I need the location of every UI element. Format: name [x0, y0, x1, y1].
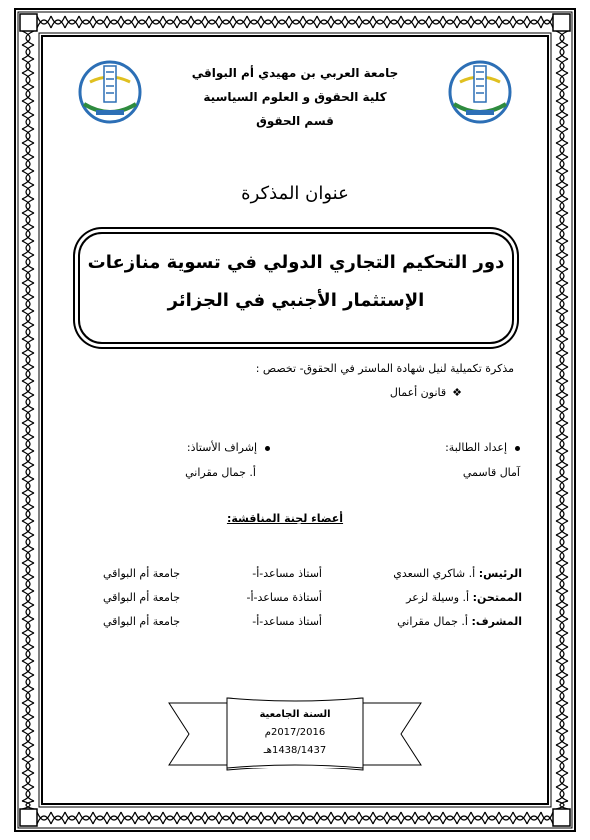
- prepared-by-label-row: [330, 441, 520, 454]
- thesis-title-line-2: الإستثمار الأجنبي في الجزائر: [167, 290, 425, 311]
- thesis-title-line-1: دور التحكيم التجاري الدولي في تسوية منازعات: [87, 252, 505, 273]
- bullet-icon: [265, 446, 270, 451]
- committee-member-name: أ. شاكري السعدي: [393, 567, 476, 580]
- faculty-name: كلية الحقوق و العلوم السياسية: [203, 90, 387, 104]
- supervised-by-label: إشراف الأستاذ:: [186, 441, 257, 454]
- academic-year-gregorian: 2017/2016م: [264, 727, 326, 738]
- committee-university: جامعة أم البواقي: [103, 615, 180, 628]
- committee-member-name: أ. جمال مقراني: [397, 615, 468, 628]
- academic-year-label: السنة الجامعية: [259, 709, 331, 720]
- university-name: جامعة العربي بن مهيدي أم البواقي: [191, 66, 399, 80]
- university-logo-left: [70, 52, 150, 132]
- committee-university: جامعة أم البواقي: [103, 591, 180, 604]
- title-box: [78, 232, 514, 344]
- prepared-by-label: إعداد الطالبة:: [445, 441, 507, 454]
- committee-rank: أستاذ مساعد-أ-: [252, 567, 322, 580]
- degree-statement: مذكرة تكميلية لنيل شهادة الماستر في الحقوق- تخصص :: [255, 362, 514, 375]
- committee-title: أعضاء لجنة المناقشة:: [226, 512, 344, 525]
- bullet-icon: [515, 446, 520, 451]
- specialty: قانون أعمال: [389, 386, 447, 399]
- supervised-by-label-row: [90, 441, 270, 454]
- supervisor-name: أ. جمال مقراني: [185, 466, 256, 479]
- committee-university: جامعة أم البواقي: [103, 567, 180, 580]
- committee-role: الرئيس:: [478, 567, 522, 580]
- department-name: قسم الحقوق: [256, 114, 334, 128]
- academic-year-hijri: 1438/1437هـ: [263, 745, 327, 756]
- university-logo-right: [440, 52, 520, 132]
- committee-role: الممتحن:: [472, 591, 522, 604]
- committee-member-name: أ. وسيلة لزعر: [406, 591, 470, 604]
- diamond-bullet-icon: ❖: [452, 386, 462, 399]
- committee-role: المشرف:: [471, 615, 522, 628]
- memo-title-label: عنوان المذكرة: [241, 183, 349, 204]
- committee-rank: أستاذة مساعد-أ-: [246, 591, 322, 604]
- academic-year-ribbon: [167, 695, 423, 771]
- student-name: آمال قاسمي: [462, 466, 520, 479]
- committee-rank: أستاذ مساعد-أ-: [252, 615, 322, 628]
- specialty-line: [250, 386, 462, 399]
